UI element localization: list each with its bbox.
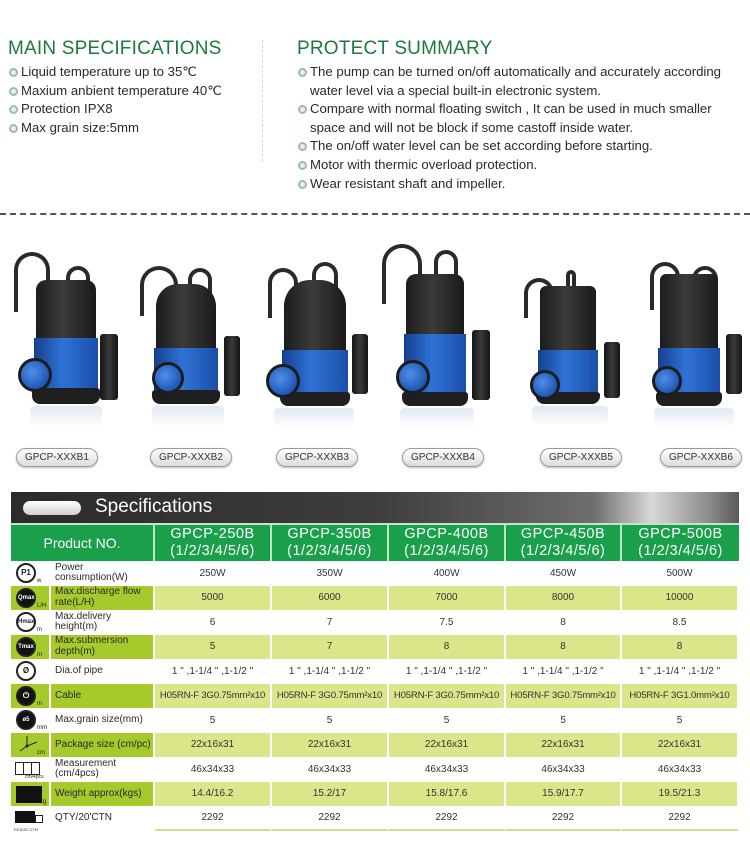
model-label: GPCP-XXXB1	[16, 448, 98, 467]
top-section	[0, 0, 750, 210]
product-card[interactable]	[648, 238, 750, 470]
table-row: ø5 mm Max.grain size(mm) 5 5 5 5 5	[11, 708, 739, 733]
delivery-height-icon: Hmax m	[13, 611, 47, 633]
model-header: GPCP-350B (1/2/3/4/5/6)	[272, 523, 389, 561]
row-label: Max.delivery height(m)	[51, 610, 155, 635]
row-label: Power consumption(W)	[51, 561, 155, 586]
model-label: GPCP-XXXB3	[276, 448, 358, 467]
row-label: Weight approx(kgs)	[51, 782, 155, 807]
row-label: Package size (cm/pc)	[51, 733, 155, 758]
table-row: Kg Weight approx(kgs) 14.4/16.2 15.2/17 15.8/17.6 15.9/17.7 19.5/21.3	[11, 782, 739, 807]
specifications-title: Specifications	[95, 496, 213, 517]
weight-icon: Kg	[13, 783, 47, 805]
row-label: Max.grain size(mm)	[51, 708, 155, 733]
measurement-cartons-icon: cm/4pcs	[13, 758, 47, 780]
model-header: GPCP-400B (1/2/3/4/5/6)	[389, 523, 506, 561]
table-row: cm/4pcs Measurement (cm/4pcs) 46x34x33 46x34x33 46x34x33 46x34x33 46x34x33	[11, 757, 739, 782]
model-label: GPCP-XXXB6	[660, 448, 742, 467]
bullet-icon	[9, 105, 18, 114]
table-row: PCS/20' CTN QTY/20'CTN 2292 2292 2292 2292 2292	[11, 806, 739, 831]
bullet-icon	[298, 161, 307, 170]
model-label: GPCP-XXXB2	[150, 448, 232, 467]
row-label: Dia.of pipe	[51, 659, 155, 684]
specifications-table	[11, 523, 739, 831]
pump-image	[648, 238, 750, 438]
list-item: Wear resistant shaft and impeller.	[297, 175, 747, 194]
product-no-header: Product NO.	[11, 523, 155, 561]
bullet-icon	[298, 180, 307, 189]
model-label: GPCP-XXXB5	[540, 448, 622, 467]
product-card[interactable]	[138, 238, 256, 470]
list-item: Max grain size:5mm	[8, 119, 258, 138]
list-item: Maxium anbient temperature 40℃	[8, 82, 258, 101]
bullet-icon	[9, 68, 18, 77]
product-card[interactable]	[262, 238, 380, 470]
bullet-icon	[298, 105, 307, 114]
product-gallery	[0, 238, 750, 470]
product-card[interactable]	[380, 238, 498, 470]
specifications-section	[11, 492, 739, 831]
table-row: cm Package size (cm/pc) 22x16x31 22x16x31 22x16x31 22x16x31 22x16x31	[11, 733, 739, 758]
pump-image	[522, 238, 640, 438]
main-specifications-title: MAIN SPECIFICATIONS	[8, 38, 222, 59]
bullet-icon	[9, 87, 18, 96]
bullet-icon	[298, 68, 307, 77]
list-item: Liquid temperature up to 35℃	[8, 63, 258, 82]
product-card[interactable]	[522, 238, 640, 470]
row-label: Max.submersion depth(m)	[51, 635, 155, 660]
list-item: Compare with normal floating switch , It can be used in much smaller space and will not be block if some castoff inside water.	[297, 100, 747, 137]
row-label: Max.discharge flow rate(L/H)	[51, 586, 155, 611]
main-specifications-list	[8, 63, 258, 137]
model-header: GPCP-250B (1/2/3/4/5/6)	[155, 523, 272, 561]
table-row: Ø Dia.of pipe 1 " ,1-1/4 " ,1-1/2 " 1 " ,1-1/4 " ,1-1/2 " 1 " ,1-1/4 " ,1-1/2 " 1 " ,1-1/4 " ,1-1/2 " 1 " ,1-1/4 " ,1-1/2 "	[11, 659, 739, 684]
main-specifications	[8, 38, 258, 137]
truck-container-icon: PCS/20' CTN	[13, 807, 47, 829]
bullet-icon	[298, 142, 307, 151]
table-row: Tmax m Max.submersion depth(m) 5 7 8 8 8	[11, 635, 739, 660]
bullet-icon	[9, 124, 18, 133]
package-size-icon: cm	[13, 734, 47, 756]
model-header: GPCP-500B (1/2/3/4/5/6)	[622, 523, 739, 561]
table-row: P1 w Power consumption(W) 250W 350W 400W 450W 500W	[11, 561, 739, 586]
table-header-row	[11, 523, 739, 561]
protect-summary-title: PROTECT SUMMARY	[297, 38, 493, 59]
model-header: GPCP-450B (1/2/3/4/5/6)	[506, 523, 622, 561]
vertical-divider	[262, 40, 263, 162]
pump-image	[8, 238, 126, 438]
product-card[interactable]	[8, 238, 126, 470]
cable-plug-icon: ⏻ m	[13, 685, 47, 707]
power-icon: P1 w	[13, 562, 47, 584]
list-item: Motor with thermic overload protection.	[297, 156, 747, 175]
grain-size-icon: ø5 mm	[13, 709, 47, 731]
row-label: Cable	[51, 684, 155, 709]
table-row: Qmax L/H Max.discharge flow rate(L/H) 5000 6000 7000 8000 10000	[11, 586, 739, 611]
table-row: Hmax m Max.delivery height(m) 6 7 7.5 8 8.5	[11, 610, 739, 635]
table-row: ⏻ m Cable H05RN-F 3G0.75mm²x10 H05RN-F 3G0.75mm²x10 H05RN-F 3G0.75mm²x10 H05RN-F 3G0.75mm²x10 H05RN-F 3G1.0mm²x10	[11, 684, 739, 709]
pump-image	[380, 238, 498, 438]
pump-image	[138, 238, 256, 438]
section-separator	[0, 213, 750, 215]
flow-rate-icon: Qmax L/H	[13, 587, 47, 609]
submersion-depth-icon: Tmax m	[13, 636, 47, 658]
protect-summary-list	[297, 63, 747, 193]
list-item: The on/off water level can be set according before starting.	[297, 137, 747, 156]
row-label: QTY/20'CTN	[51, 806, 155, 831]
pump-image	[262, 238, 380, 438]
banner-pill-icon	[23, 501, 81, 515]
specifications-banner	[11, 492, 739, 523]
list-item: Protection IPX8	[8, 100, 258, 119]
row-label: Measurement (cm/4pcs)	[51, 757, 155, 782]
protect-summary	[297, 38, 747, 193]
list-item: The pump can be turned on/off automatically and accurately according water level via a special built-in electronic system.	[297, 63, 747, 100]
pipe-diameter-icon: Ø	[13, 660, 47, 682]
model-label: GPCP-XXXB4	[402, 448, 484, 467]
